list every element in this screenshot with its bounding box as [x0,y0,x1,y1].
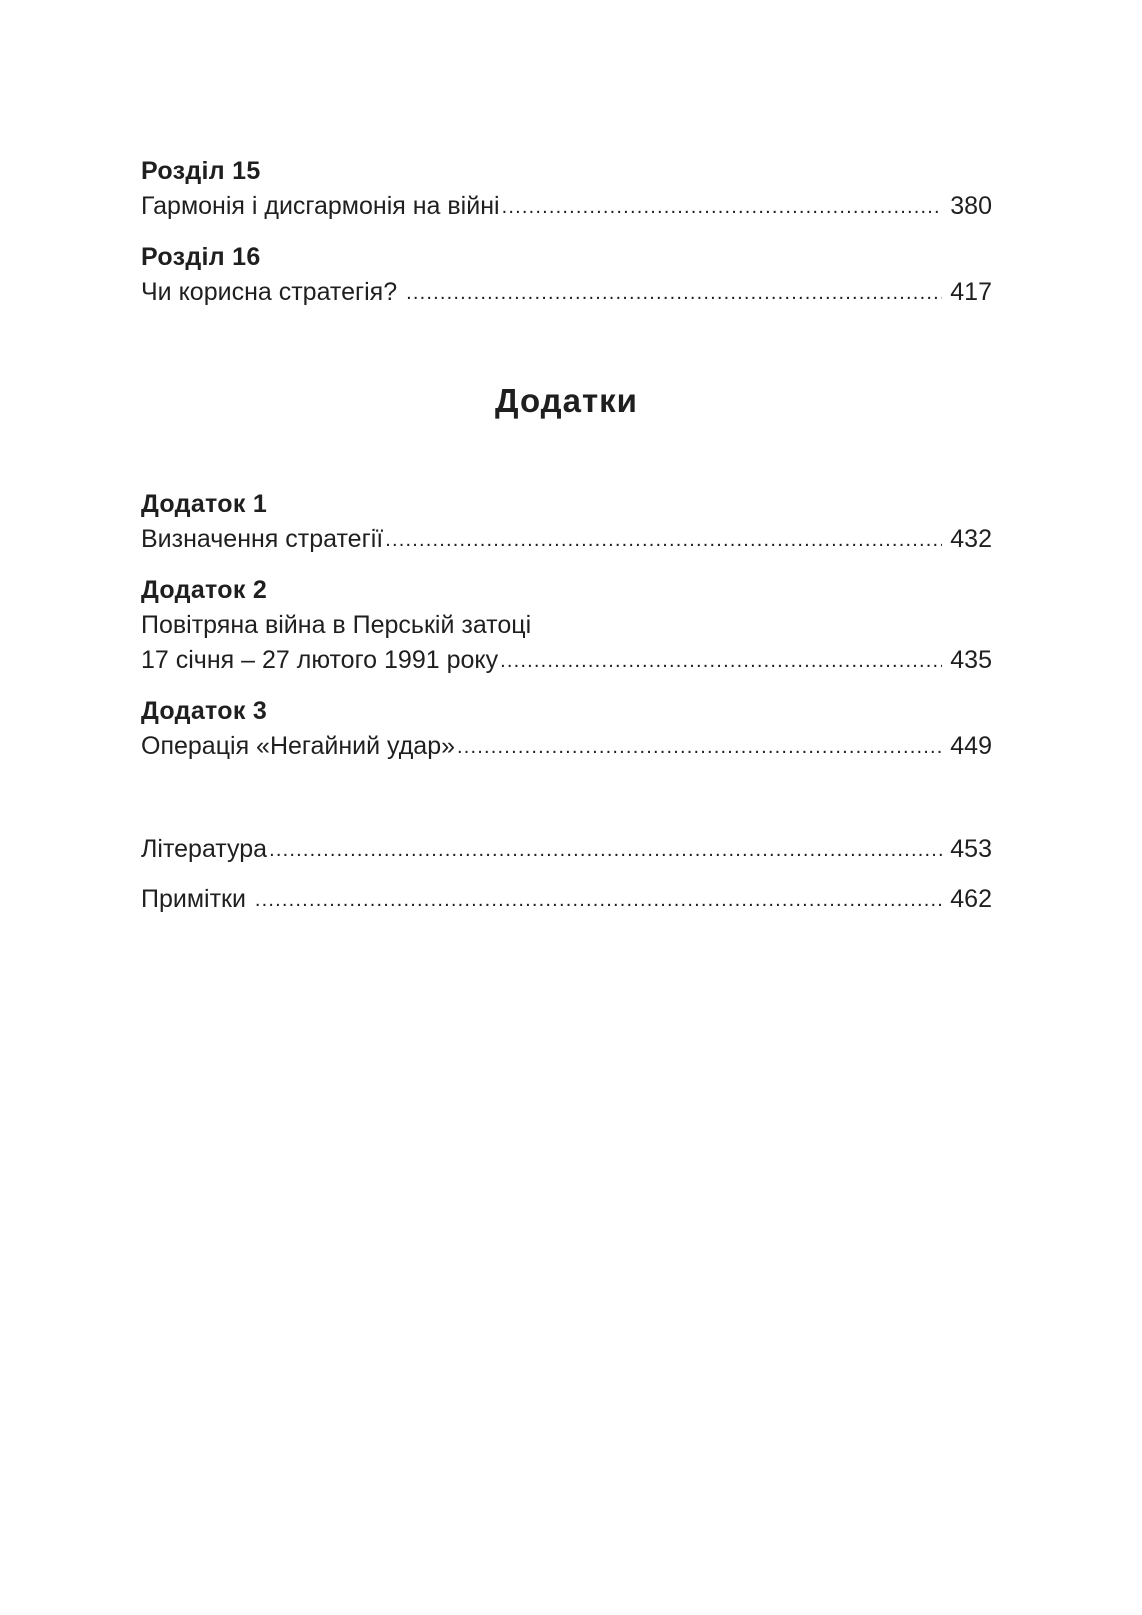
toc-entry [141,154,992,224]
toc-entry-title: Повітряна війна в Перській затоці [141,611,532,639]
toc-page-number: 449 [950,732,992,760]
toc-line [141,832,992,867]
toc-entry-heading: Додаток 1 [141,490,268,518]
dot-leader [406,276,942,311]
toc-line [141,608,992,643]
dot-leader [269,833,942,868]
toc-entry-title: Примітки [141,885,253,913]
toc-entry [141,240,992,310]
toc-entry-title: Гармонія і дисгармонія на війні [141,192,500,220]
toc-entry [141,487,992,557]
appendices-section-heading: Додатки [495,382,638,419]
toc-page-number: 453 [950,835,992,863]
toc-page-number: 380 [950,192,992,220]
toc-entry-title: Література [141,835,268,863]
dot-leader [255,883,942,918]
toc-entry-title: Операція «Негайний удар» [141,732,456,760]
dot-leader [457,730,942,765]
toc-page-number: 432 [950,525,992,553]
toc-line [141,729,992,764]
appendices-section [141,487,992,764]
toc-entry [141,573,992,678]
toc-line [141,189,992,224]
toc-line [141,643,992,678]
toc-entry-heading: Додаток 2 [141,576,268,604]
toc-page-number: 462 [950,885,992,913]
toc-line [141,275,992,310]
toc-entry-heading: Розділ 15 [141,157,261,185]
toc-entry-title: Визначення стратегії [141,525,384,553]
toc-entry-heading: Розділ 16 [141,243,261,271]
dot-leader [502,190,943,225]
toc-entry [141,694,992,764]
toc-page-number: 435 [950,646,992,674]
toc-line [141,522,992,557]
dot-leader [500,644,942,679]
toc-line [141,882,992,917]
back-matter-section [141,832,992,917]
dot-leader [385,523,942,558]
chapters-section [141,154,992,310]
toc-entry-heading: Додаток 3 [141,697,268,725]
table-of-contents [141,0,992,917]
toc-entry-title: Чи корисна стратегія? [141,278,405,306]
toc-page-number: 417 [950,278,992,306]
toc-entry-title: 17 січня – 27 лютого 1991 року [141,646,499,674]
